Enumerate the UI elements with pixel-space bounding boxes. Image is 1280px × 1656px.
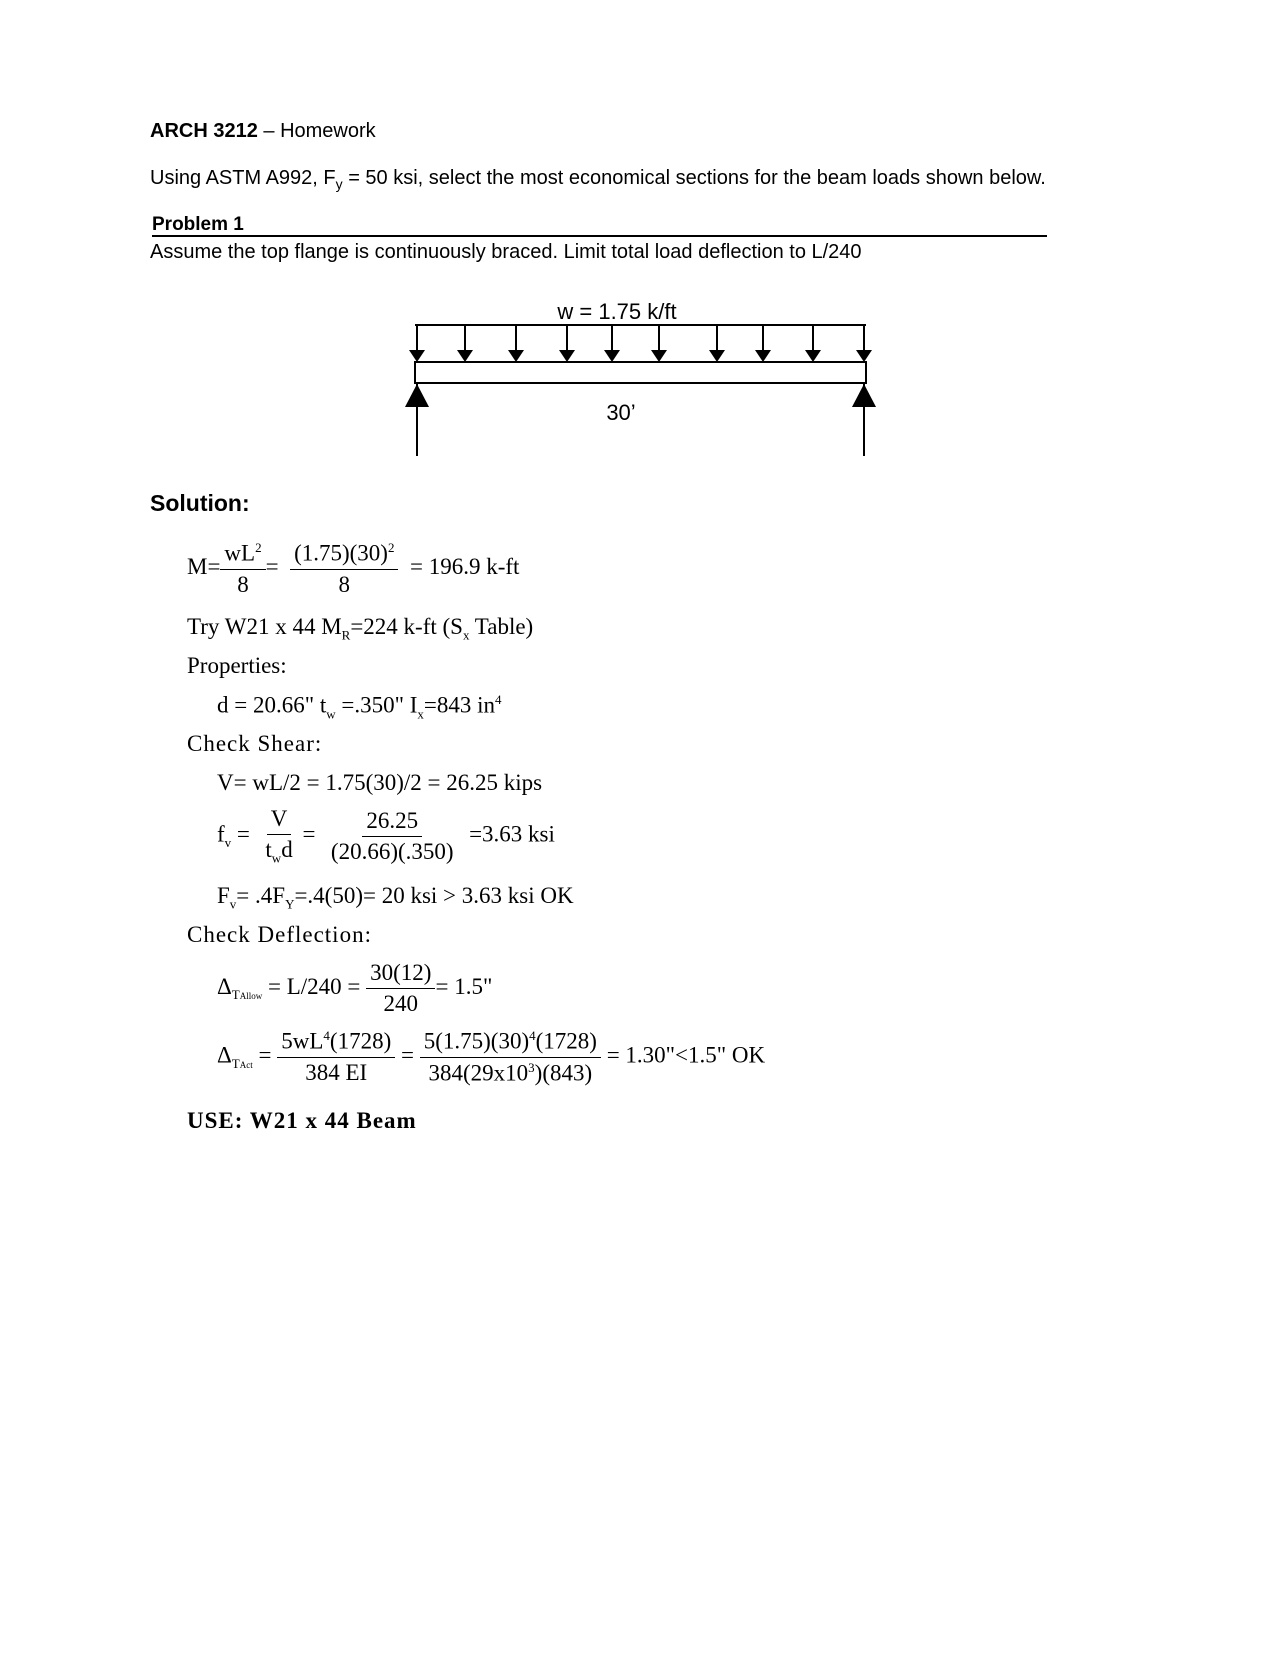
check-shear-label: Check Shear: <box>187 731 323 756</box>
assignment-name: Homework <box>280 120 376 142</box>
allowable-deflection-equation: $\Delta_{TAllow} = L/240$ = $\frac{30(12)}{240}$ = 1.5" <box>217 960 493 1016</box>
load-arrows <box>409 325 872 362</box>
moment-equation: M= $\frac{wL^2}{8}$ = $\frac{(1.75)(30)^2}{8}$ = 196.9 k-ft <box>187 540 520 597</box>
actual-deflection-equation: $\Delta_{TAct}$ = $\frac{5wL^4(1728)}{384 EI}$ = $\frac{5(1.75)(30)^4(1728)}{384(29x10^3)(843)}$ = 1.30"<1.5" OK <box>217 1028 766 1086</box>
left-support <box>405 384 429 456</box>
try-section-line: Try W21 x 44 $M_R=224$ k-ft ($S_x$ Table) <box>187 614 534 643</box>
course-code: ARCH 3212 <box>150 120 258 142</box>
instructions-line: Using ASTM A992, $F_y = 50$ ksi, select the most economical sections for the beam loads shown below. <box>150 167 1046 192</box>
shear-force-line: V= wL/2 = 1.75(30)/2 = 26.25 kips <box>217 770 543 795</box>
solution-heading: Solution: <box>150 490 250 516</box>
span-label: 30’ <box>606 400 636 425</box>
properties-label: Properties: <box>187 653 287 678</box>
beam-member <box>415 362 866 383</box>
shear-stress-equation: $f_v$ = $\frac{V}{t_wd}$ = $\frac{26.25}{(20.66)(.350)}$ =3.63 ksi <box>217 806 555 866</box>
right-support <box>852 384 876 456</box>
problem-heading: Problem 1 <box>152 215 1047 237</box>
load-label: w = 1.75 k/ft <box>557 299 677 324</box>
use-conclusion: USE: W21 x 44 Beam <box>187 1108 417 1133</box>
beam-diagram <box>0 0 1280 470</box>
title-separator: – <box>257 120 281 142</box>
allowable-shear-line: $F_v= .4F_Y=.4(50)= 20$ ksi > 3.63 ksi OK <box>217 883 574 912</box>
problem-statement: Assume the top flange is continuously braced. Limit total load deflection to L/240 <box>150 241 862 263</box>
check-deflection-label: Check Deflection: <box>187 922 372 947</box>
properties-line: d = 20.66" $t_w =.350$" $I_x=843$ $in^4$ <box>217 692 502 722</box>
